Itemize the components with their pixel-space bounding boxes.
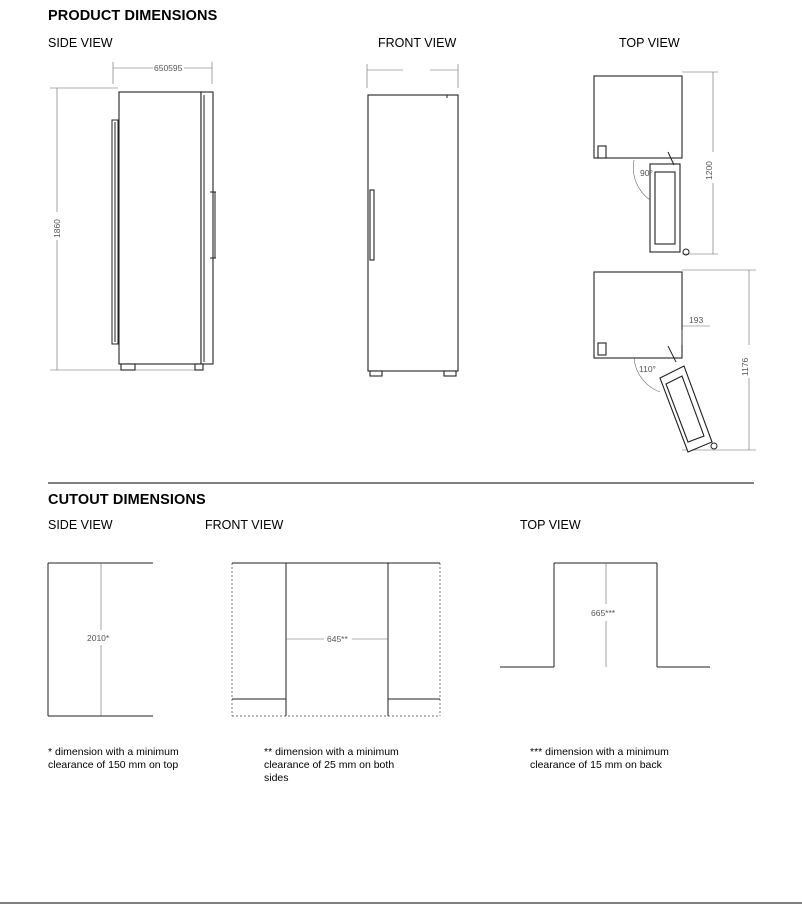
product-top-view-90-drawing <box>594 72 718 255</box>
top-90-depth-dim: 1200 <box>704 161 714 180</box>
cutout-note-1: * dimension with a minimum clearance of 150 mm on top <box>48 746 179 771</box>
cutout-height-dim: 2010* <box>87 633 110 643</box>
product-dimensions-title: PRODUCT DIMENSIONS <box>48 8 218 24</box>
product-top-view-110-drawing <box>594 270 756 452</box>
side-depth-dim: 650595 <box>154 63 183 73</box>
top-90-angle: 90° <box>640 168 653 178</box>
product-front-view-drawing <box>367 64 458 376</box>
top-110-depth-dim: 1176 <box>740 357 750 376</box>
side-height-dim: 1860 <box>52 219 62 238</box>
cutout-note-3: *** dimension with a minimum clearance of 15 mm on back <box>530 746 669 771</box>
cutout-width-dim: 645** <box>327 634 348 644</box>
product-side-view-label: SIDE VIEW <box>48 36 113 50</box>
cutout-side-view-drawing <box>48 563 153 716</box>
product-top-view-label: TOP VIEW <box>619 36 680 50</box>
cutout-top-view-label: TOP VIEW <box>520 518 581 532</box>
cutout-depth-dim: 665*** <box>591 608 616 618</box>
product-front-view-label: FRONT VIEW <box>378 36 457 50</box>
top-110-angle: 110° <box>639 364 656 374</box>
cutout-note-2: ** dimension with a minimum clearance of 25 mm on both sides <box>264 746 399 784</box>
product-side-view-drawing <box>50 62 216 370</box>
cutout-front-view-label: FRONT VIEW <box>205 518 284 532</box>
cutout-top-view-drawing <box>500 563 710 667</box>
cutout-dimensions-title: CUTOUT DIMENSIONS <box>48 492 206 508</box>
cutout-side-view-label: SIDE VIEW <box>48 518 113 532</box>
cutout-front-view-drawing <box>232 563 440 716</box>
top-110-door-offset: 193 <box>689 315 704 325</box>
